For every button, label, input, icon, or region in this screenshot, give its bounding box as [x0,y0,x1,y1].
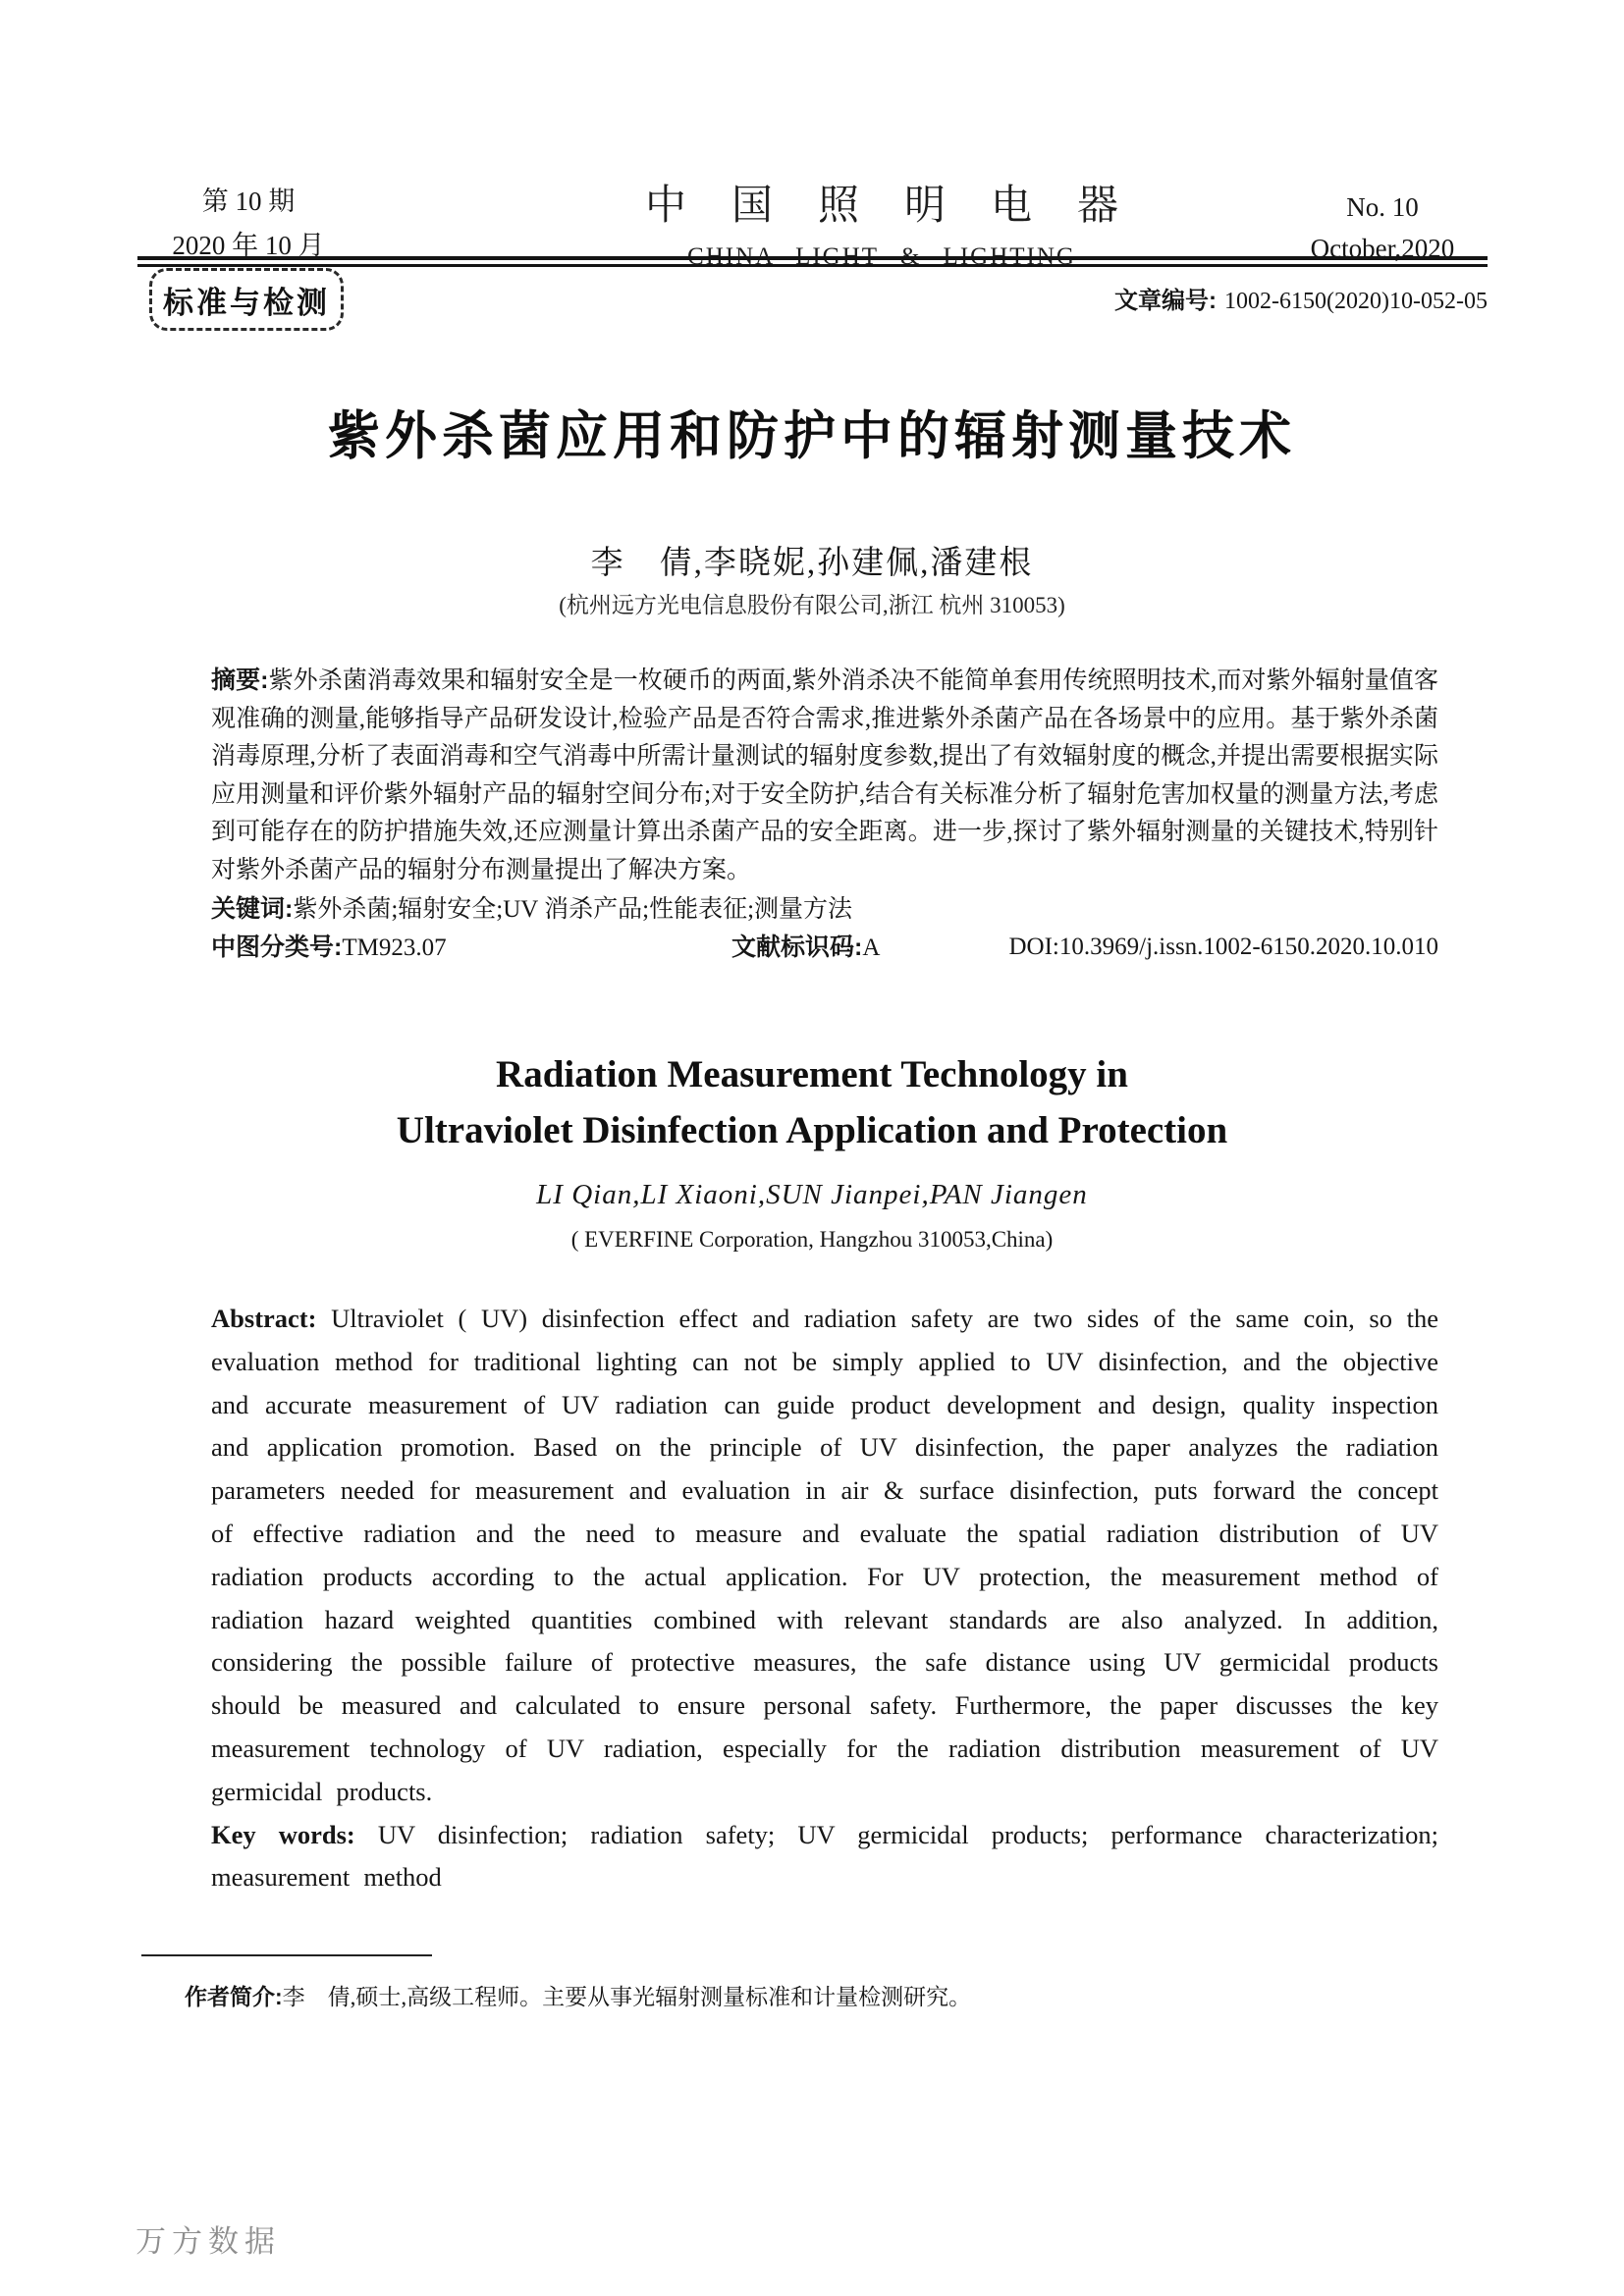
keywords-label-zh: 关键词: [211,894,294,923]
abstract-block-zh [211,662,1438,967]
author-bio-line [185,1979,971,2011]
article-id-label: 文章编号: [1114,288,1218,314]
authors-zh: 李 倩,李晓妮,孙建佩,潘建根 [590,546,1034,581]
abstract-text-zh: 紫外杀菌消毒效果和辐射安全是一枚硬币的两面,紫外消杀决不能简单套用传统照明技术,而对紫外辐射量值客观准确的测量,能够指导产品研发设计,检验产品是否符合需求,推进紫外杀菌产品在各场景中的应用。基于紫外杀菌消毒原理,分析了表面消毒和空气消毒中所需计量测试的辐射度参数,提出了有效辐射度的概念,并提出需要根据实际应用测量和评价紫外辐射产品的辐射空间分布;对于安全防护,结合有关标准分析了辐射危害加权量的测量方法,考虑到可能存在的防护措施失效,还应测量计算出杀菌产品的安全距离。进一步,探讨了紫外辐射测量的关键技术,特别针对紫外杀菌产品的辐射分布测量提出了解决方案。 [211,667,1438,883]
abstract-label-en: Abstract: [211,1304,317,1333]
issue-number-zh: 第 10 期 [201,187,296,216]
affiliation-en: ( EVERFINE Corporation, Hangzhou 310053,China) [570,1227,1054,1252]
abstract-paragraph-en [211,1298,1438,1814]
issue-number-en: No. 10 [1346,192,1419,222]
article-title-en [0,1046,1624,1158]
abstract-label-zh: 摘要: [211,667,269,694]
journal-name-zh: 中国照明电器 [644,184,1164,229]
abstract-paragraph-zh [211,662,1438,890]
document-code-value: A [862,934,881,962]
abstract-block-en [211,1298,1438,1899]
document-code [731,929,880,968]
keywords-line-zh [211,890,1438,930]
issue-date-en: October,2020 [1310,234,1455,263]
issue-date-zh: 2020 年 10 月 [172,231,325,260]
journal-name-en: CHINA LIGHT & LIGHTING [687,243,1076,270]
affiliation-zh: (杭州远方光电信息股份有限公司,浙江 杭州 310053) [559,593,1065,617]
article-id-line [1114,281,1488,315]
keywords-label-en: Key words: [211,1819,355,1849]
article-title-en-line1: Radiation Measurement Technology in [496,1053,1128,1095]
clc-number [211,929,447,968]
column-badge [149,268,344,331]
document-code-label: 文献标识码: [731,934,863,962]
footnote-rule [141,1954,432,1956]
column-badge-label: 标准与检测 [163,285,330,320]
author-bio-label: 作者简介: [185,1984,283,2009]
author-bio-text: 李 倩,硕士,高级工程师。主要从事光辐射测量标准和计量检测研究。 [282,1985,972,2009]
abstract-text-en: Ultraviolet ( UV) disinfection effect and radiation safety are two sides of the same coin, so the evaluation method for traditional lighting can not be simply applied to UV disinfection, and the objective and accurate measurement of UV radiation can guide product development and design, quality inspection and application promotion. Based on the principle of UV disinfection, the paper analyzes the radiation parameters needed for measurement and evaluation in air & surface disinfection, puts forward the concept of effective radiation and the need to measure and evaluate the spatial radiation distribution of UV radiation products according to the actual application. For UV protection, the measurement method of radiation hazard weighted quantities combined with relevant standards are also analyzed. In addition, considering the possible failure of protective measures, the safe distance using UV germicidal products should be measured and calculated to ensure personal safety. Furthermore, the paper discusses the key measurement technology of UV radiation, especially for the radiation distribution measurement of UV germicidal products. [211,1304,1439,1806]
keywords-text-zh: 紫外杀菌;辐射安全;UV 消杀产品;性能表征;测量方法 [293,895,853,923]
clc-label: 中图分类号: [211,934,343,962]
article-title-zh: 紫外杀菌应用和防护中的辐射测量技术 [328,407,1296,465]
keywords-text-en: UV disinfection; radiation safety; UV germicidal products; performance characterization; measurement method [211,1819,1438,1893]
keywords-line-en [211,1814,1438,1900]
masthead-double-rule [137,256,1488,267]
wanfang-watermark: 万方数据 [135,2224,281,2259]
article-title-en-line2: Ultraviolet Disinfection Application and Protection [396,1109,1228,1151]
article-id-value: 1002-6150(2020)10-052-05 [1224,289,1488,314]
doi: DOI:10.3969/j.issn.1002-6150.2020.10.010 [1008,934,1438,961]
clc-value: TM923.07 [342,934,447,962]
authors-en: LI Qian,LI Xiaoni,SUN Jianpei,PAN Jiangen [536,1179,1088,1210]
masthead-issue-zh [145,180,352,268]
classification-line [211,929,1438,967]
